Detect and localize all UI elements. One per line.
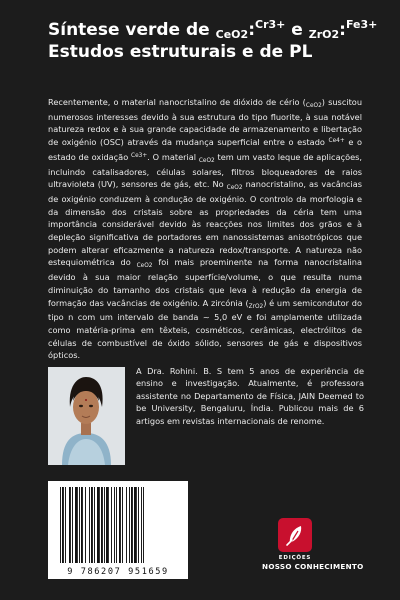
barcode-bar — [65, 487, 66, 563]
publisher-logo — [278, 518, 312, 552]
barcode-bar — [126, 487, 127, 563]
formula-ceo2: CeO2 — [136, 263, 153, 270]
feather-icon — [284, 523, 306, 547]
description-text: ) suscitou numerosos interesses devido à sua estrutura do tipo fluorite, à sua notável natureza redox e à sua grande capacidade de armazenamento e libertação de oxigénio (OSC) através da mudança superficial entre o estado — [48, 97, 363, 148]
description-text: nanocristalino, as vacâncias de oxigénio conduzem à condução de oxigénio. O controlo da morfologia e da dimensão dos cristais sobre as propriedades da céria tem uma importância considerável devido às reacções nos limites dos grãos e à depleção significativa de portadores em nanossistemas anisotrópicos que podem alterar eficazmente a natureza redox/transporte. A natureza não estequiométrica do — [48, 179, 362, 268]
description-text: foi mais proeminente na forma nanocristalina devido à sua maior relação superfície/volume, o que resulta numa diminuição do tamanho dos cristais que leva à redução da energia de formação das vacâncias de oxigénio. A zircónia ( — [48, 257, 362, 308]
book-description — [48, 96, 362, 362]
barcode-bar — [72, 487, 73, 563]
barcode-bar — [111, 487, 112, 563]
formula-ceo2: CeO2 — [305, 103, 322, 109]
formula-ceo2: CeO2 — [226, 185, 243, 192]
barcode-bar — [79, 487, 80, 563]
author-portrait-icon — [48, 367, 125, 465]
barcode-icon — [48, 481, 188, 567]
barcode-bar — [85, 487, 86, 563]
barcode-bar — [69, 487, 71, 563]
barcode-bar — [101, 487, 103, 563]
title-formula-ceo2: CeO2 — [215, 28, 249, 41]
barcode-bar — [134, 487, 137, 563]
barcode-bar — [60, 487, 61, 563]
barcode-bar — [114, 487, 115, 563]
ion-ce4: Ce4+ — [328, 138, 345, 145]
barcode-bar — [119, 487, 121, 563]
description-text: . O material — [147, 151, 199, 162]
barcode-bar — [138, 487, 139, 563]
title-dopant-cr: Cr3+ — [255, 18, 286, 31]
barcode-bar — [116, 487, 117, 563]
title-rest: Estudos estruturais e de PL — [48, 42, 313, 62]
description-text: Recentemente, o material nanocristalino de dióxido de cério ( — [48, 97, 306, 107]
barcode-bar — [94, 487, 95, 563]
book-title — [48, 20, 378, 63]
title-prefix: Síntese verde de — [48, 20, 216, 40]
author-bio: A Dra. Rohini. B. S tem 5 anos de experiência de ensino e investigação. Atualmente, é professora assistente no Departamento de Física, JAIN Deemed to be University, Bengaluru, Índia. Publicou mais de 6 artigos em revistas internacionais de renome. — [136, 366, 364, 426]
barcode-bar — [91, 487, 93, 563]
title-colon: : — [339, 20, 346, 40]
formula-ceo2: CeO2 — [198, 157, 215, 164]
barcode-bar — [129, 487, 130, 563]
barcode-bar — [104, 487, 105, 563]
title-dopant-fe: Fe3+ — [345, 18, 378, 31]
barcode-bar — [131, 487, 133, 563]
barcode-bar — [81, 487, 83, 563]
description-text: ) é um semicondutor do tipo n com um intervalo de banda ~ 5,0 eV e foi amplamente utilizada como matéria-prima em têxteis, cosméticos, cerâmicas, electrólitos de células de combustível de óxido sólido, sensores de gás e dispositivos ópticos. — [48, 297, 362, 361]
barcode-bar — [122, 487, 123, 563]
title-formula-zro2: ZrO2 — [308, 28, 340, 41]
description-text: e o estado de oxidação — [48, 137, 362, 162]
barcode-bar — [97, 487, 100, 563]
barcode-bar — [143, 487, 144, 563]
barcode-bar — [141, 487, 142, 563]
title-conjunction: e — [285, 20, 309, 40]
formula-zro2: ZrO2 — [248, 303, 264, 310]
author-photo — [48, 367, 125, 465]
barcode-bar — [106, 487, 109, 563]
publisher-name: NOSSO CONHECIMENTO — [262, 562, 364, 571]
barcode-bar — [75, 487, 78, 563]
description-text: tem um vasto leque de aplicações, incluindo catalisadores, células solares, filtros bloqueadores de raios ultravioleta (UV), sensores de gás, etc. No — [48, 151, 362, 190]
barcode-bar — [62, 487, 64, 563]
publisher-label: EDIÇÕES — [278, 555, 312, 561]
title-colon: : — [248, 20, 255, 40]
ion-ce3: Ce3+ — [131, 152, 148, 159]
isbn-digits: 9 786207 951659 — [67, 567, 169, 577]
isbn-barcode — [48, 481, 188, 579]
publisher-block — [262, 518, 364, 571]
barcode-bar — [89, 487, 90, 563]
